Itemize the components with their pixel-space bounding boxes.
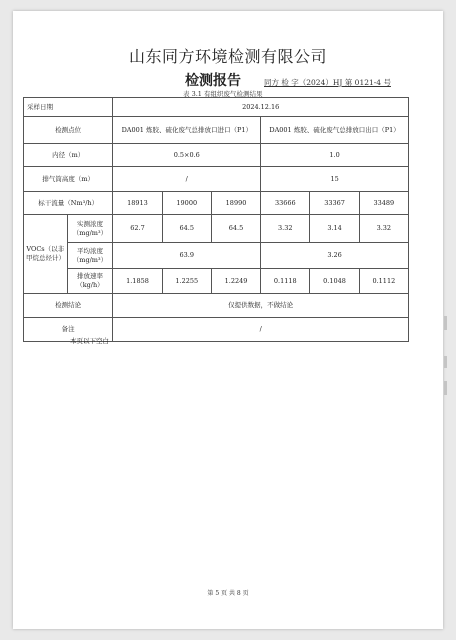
- row-sampling-date: [24, 98, 409, 117]
- emission-rate-label: 排放速率（kg/h）: [67, 269, 113, 294]
- sampling-date-label: 采样日期: [24, 98, 113, 117]
- flow-label: 标干流量（Nm³/h）: [24, 192, 113, 215]
- location-outlet: DA001 炼胶、硫化废气总排放口出口（P1）: [261, 117, 409, 144]
- measured-conc-value: 3.32: [261, 215, 310, 243]
- report-title: 检测报告: [185, 73, 241, 89]
- report-number: 同方 检 字（2024）HJ 第 0121-4 号: [264, 78, 391, 87]
- stack-height-inlet: /: [113, 167, 261, 192]
- sampling-date-value: 2024.12.16: [113, 98, 409, 117]
- location-label: 检测点位: [24, 117, 113, 144]
- page-edge-mark: [444, 316, 447, 330]
- conclusion-value: 仅提供数据，不做结论: [113, 294, 409, 318]
- measured-conc-value: 64.5: [211, 215, 260, 243]
- diameter-inlet: 0.5×0.6: [113, 144, 261, 167]
- remark-label: 备注: [24, 318, 113, 342]
- flow-value: 33666: [261, 192, 310, 215]
- row-conclusion: [24, 294, 409, 318]
- row-flow: [24, 192, 409, 215]
- row-avg-conc: [24, 243, 409, 269]
- emission-rate-value: 0.1112: [359, 269, 408, 294]
- emission-rate-value: 0.1118: [261, 269, 310, 294]
- flow-value: 18913: [113, 192, 162, 215]
- avg-conc-outlet: 3.26: [261, 243, 409, 269]
- row-location: [24, 117, 409, 144]
- results-table: [23, 97, 409, 342]
- avg-conc-label: 平均浓度（mg/m³）: [67, 243, 113, 269]
- flow-value: 33367: [310, 192, 359, 215]
- company-name: 山东同方环境检测有限公司: [128, 47, 327, 66]
- emission-rate-value: 1.2255: [162, 269, 211, 294]
- page-edge-mark: [444, 356, 447, 368]
- blank-below-note: 本页以下空白: [70, 337, 109, 345]
- emission-rate-value: 1.1858: [113, 269, 162, 294]
- diameter-label: 内径（m）: [24, 144, 113, 167]
- diameter-outlet: 1.0: [261, 144, 409, 167]
- stack-height-outlet: 15: [261, 167, 409, 192]
- row-diameter: [24, 144, 409, 167]
- stack-height-label: 排气筒高度（m）: [24, 167, 113, 192]
- conclusion-label: 检测结论: [24, 294, 113, 318]
- emission-rate-value: 0.1048: [310, 269, 359, 294]
- remark-value: /: [113, 318, 409, 342]
- page-edge-mark: [444, 381, 447, 395]
- flow-value: 18990: [211, 192, 260, 215]
- measured-conc-value: 3.32: [359, 215, 408, 243]
- vocs-label: VOCs（以非甲烷总烃计）: [24, 215, 68, 294]
- emission-rate-value: 1.2249: [211, 269, 260, 294]
- location-inlet: DA001 炼胶、硫化废气总排放口进口（P1）: [113, 117, 261, 144]
- measured-conc-label: 实测浓度（mg/m³）: [67, 215, 113, 243]
- row-emission-rate: [24, 269, 409, 294]
- page-number: 第 5 页 共 8 页: [207, 590, 249, 597]
- flow-value: 33489: [359, 192, 408, 215]
- measured-conc-value: 3.14: [310, 215, 359, 243]
- table-caption: 表 3.1 有组织废气检测结果: [183, 90, 263, 98]
- avg-conc-inlet: 63.9: [113, 243, 261, 269]
- row-measured-conc: [24, 215, 409, 243]
- flow-value: 19000: [162, 192, 211, 215]
- measured-conc-value: 64.5: [162, 215, 211, 243]
- measured-conc-value: 62.7: [113, 215, 162, 243]
- row-stack-height: [24, 167, 409, 192]
- report-page: [13, 11, 443, 629]
